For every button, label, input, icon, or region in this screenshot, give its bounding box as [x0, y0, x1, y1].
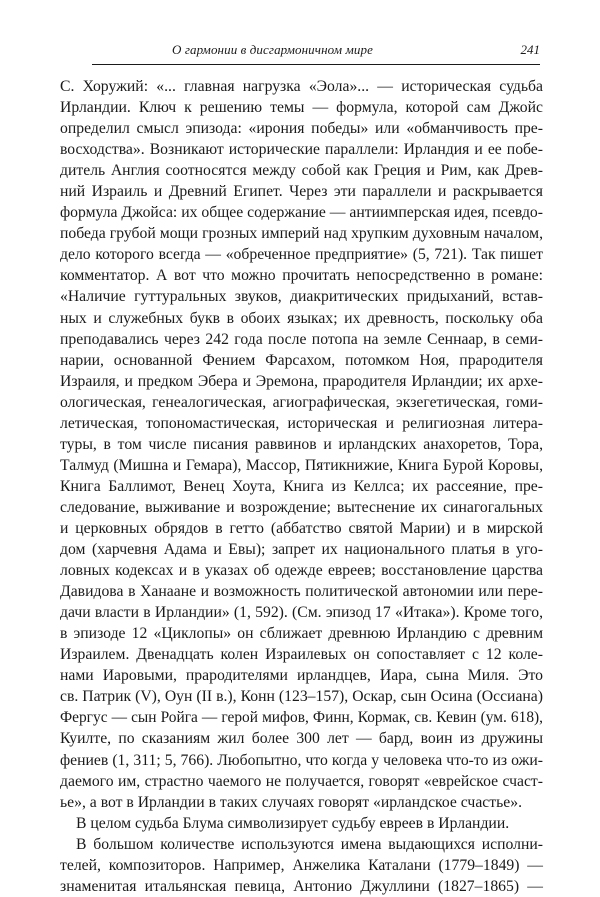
text-line: дачи власти в Ирландии» (1, 592). (См. эпизод 17 «Итака»). Кроме того, — [60, 604, 543, 622]
running-title: О гармонии в дисгармоничном мире — [172, 42, 373, 57]
text-line: ологическая, генеалогическая, агиографическая, экзегетическая, гоми- — [60, 393, 543, 411]
text-line: В большом количестве используются имена выдающихся исполни- — [76, 835, 543, 853]
text-line: ных и служебных букв в обоих языках; их древность, поскольку оба — [60, 309, 543, 327]
text-line: дитель Англия соотносятся между собой как Греция и Рим, как Древ- — [60, 162, 543, 180]
text-line: дом (харчевня Адама и Евы); запрет их национального платья в уго- — [60, 541, 543, 559]
text-line: и церковных обрядов в гетто (аббатство святой Марии) и в мирской — [60, 519, 543, 537]
text-line: следование, выживание и возрождение; вытеснение их синагогальных — [60, 498, 543, 516]
header-rule — [92, 64, 540, 65]
text-line: Давидова в Ханаане и возможность политической автономии или пере- — [60, 583, 543, 601]
text-line: Ирландии. Ключ к решению темы — формула, которой сам Джойс — [60, 99, 543, 117]
text-line: С. Хоружий: «... главная нагрузка «Эола»... — историческая судьба — [60, 78, 543, 95]
text-line: Куилте, по сказаниям жил более 300 лет — бард, воин из дружины — [60, 730, 543, 748]
text-line: нами Иаровыми, прародителями ирландцев, Иара, сына Миля. Это — [60, 667, 543, 685]
text-line: туры, в том числе писания раввинов и ирландских анахоретов, Тора, — [60, 435, 543, 453]
text-line: Израилем. Двенадцать колен Израилевых он сопоставляет с 12 коле- — [60, 646, 543, 664]
text-line: телей, композиторов. Например, Анжелика Каталани (1779–1849) — — [60, 856, 543, 874]
text-line: ний Израиль и Древний Египет. Через эти параллели и раскрывается — [60, 183, 543, 201]
text-line: даемого им, страстно чаемого не получается, говорят «еврейское счаст- — [60, 772, 543, 790]
text-line: фениев (1, 311; 5, 766). Любопытно, что когда у человека что-то из ожи- — [60, 751, 543, 769]
text-line: формула Джойса: их общее содержание — антиимперская идея, псевдо- — [60, 204, 543, 222]
text-line: ье», а вот в Ирландии в таких случаях говорят «ирландское счастье». — [60, 793, 522, 811]
text-line: Книга Баллимот, Венец Хоута, Книга из Келлса; их рассеяние, пре- — [60, 477, 543, 495]
text-line: знаменитая итальянская певица, Антонио Джуллини (1827–1865) — — [60, 877, 543, 895]
page-header — [92, 36, 540, 60]
text-line: определил смысл эпизода: «ирония победы» или «обманчивость пре- — [60, 120, 543, 138]
text-line: победа грубой мощи грозных империй над хрупким духовным началом, — [60, 225, 543, 243]
text-line: нарии, основанной Фением Фарсахом, потомком Ноя, прародителя — [60, 351, 543, 369]
text-line: летическая, топономастическая, историческая и религиозная литера- — [60, 414, 543, 432]
text-line: Израиля, и предком Эбера и Эремона, прародителя Ирландии; их архе- — [60, 372, 543, 390]
text-line: ловных кодексах и в указах об одежде евреев; восстановление царства — [60, 562, 543, 580]
text-line: дело которого всегда — «обреченное предприятие» (5, 721). Так пишет — [60, 246, 543, 264]
text-line: Фергус — сын Ройга — герой мифов, Финн, Кормак, св. Кевин (ум. 618), — [60, 709, 543, 727]
text-line: Талмуд (Мишна и Гемара), Массор, Пятикнижие, Книга Бурой Коровы, — [60, 456, 543, 474]
text-line: комментатор. А вот что можно прочитать непосредственно в романе: — [60, 267, 543, 285]
page-number: 241 — [520, 42, 540, 57]
text-line: восходства». Возникают исторические параллели: Ирландия и ее побе- — [60, 141, 543, 159]
text-line: в эпизоде 12 «Циклопы» он сближает древнюю Ирландию с древним — [60, 625, 543, 643]
text-line: св. Патрик (V), Оун (II в.), Конн (123–157), Оскар, сын Осина (Оссиана) — [60, 688, 543, 706]
text-line: преподавались через 242 года после потопа на земле Сеннаар, в семи- — [60, 330, 543, 348]
text-line: В целом судьба Блума символизирует судьбу евреев в Ирландии. — [76, 814, 510, 832]
text-line: «Наличие гуттуральных звуков, диакритических придыханий, встав- — [60, 288, 543, 306]
body-text — [60, 76, 543, 897]
